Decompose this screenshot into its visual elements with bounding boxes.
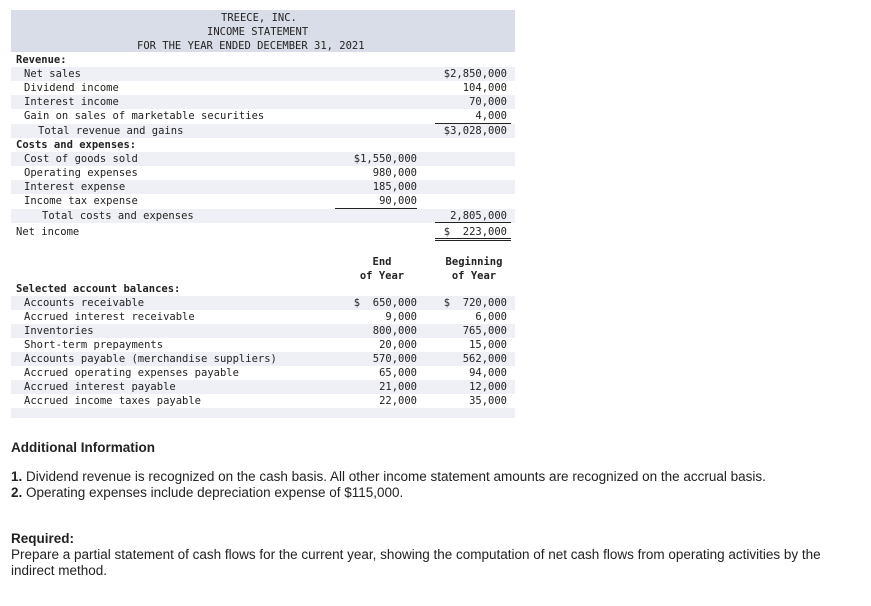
balance-begin: 94,000: [469, 367, 507, 379]
note-2-text: Operating expenses include depreciation expense of $115,000.: [22, 485, 404, 500]
costs-heading-row: [11, 138, 515, 152]
gain-on-sales-label: Gain on sales of marketable securities: [24, 110, 265, 122]
operating-expenses-row: [11, 166, 515, 180]
balance-begin: 765,000: [462, 325, 507, 337]
balance-label: Accounts payable (merchandise suppliers): [24, 353, 277, 365]
statement-header: [11, 10, 515, 52]
balance-label: Inventories: [24, 325, 94, 337]
income-tax-amount: 90,000: [379, 195, 417, 207]
total-revenue-row: [11, 124, 515, 138]
table-bottom-band: [11, 408, 515, 418]
net-income-double-underline-1: [435, 238, 511, 239]
total-costs-amount: 2,805,000: [450, 210, 507, 222]
balance-begin: 15,000: [469, 339, 507, 351]
total-costs-underline: [435, 222, 511, 223]
required-text: Prepare a partial statement of cash flows for the current year, showing the computation of net cash flows from operating activities by the indirect method.: [11, 547, 821, 578]
cogs-label: Cost of goods sold: [24, 153, 138, 165]
revenue-heading-row: [11, 53, 515, 67]
balance-row: [11, 380, 515, 394]
balance-begin: 12,000: [469, 381, 507, 393]
total-costs-label: Total costs and expenses: [42, 210, 194, 222]
interest-income-row: [11, 95, 515, 109]
net-sales-amount: $2,850,000: [443, 68, 507, 80]
required-heading: Required:: [11, 531, 75, 546]
net-income-label: Net income: [16, 226, 80, 238]
balance-row: [11, 324, 515, 338]
interest-income-amount: 70,000: [469, 96, 507, 108]
column-beginning-of-year: [436, 255, 512, 283]
costs-heading: Costs and expenses:: [16, 139, 137, 151]
note-1-number: 1.: [11, 469, 23, 484]
total-revenue-amount: $3,028,000: [443, 125, 507, 137]
dividend-income-row: [11, 81, 515, 95]
balance-end: 21,000: [379, 381, 417, 393]
note-1-text: Dividend revenue is recognized on the cash basis. All other income statement amounts are recognized on the accrual basis.: [22, 469, 766, 484]
additional-heading: Additional Information: [11, 440, 155, 455]
revenue-heading: Revenue:: [16, 54, 67, 66]
cogs-row: [11, 152, 515, 166]
note-1: [11, 469, 861, 485]
company-name: TREECE, INC.: [221, 12, 297, 24]
cogs-amount: $1,550,000: [353, 153, 417, 165]
balance-begin: $ 720,000: [443, 297, 507, 309]
balance-row: [11, 338, 515, 352]
balance-label: Accrued income taxes payable: [24, 395, 202, 407]
balance-label: Short-term prepayments: [24, 339, 164, 351]
balance-end: 20,000: [379, 339, 417, 351]
balance-label: Accrued interest payable: [24, 381, 176, 393]
net-income-amount: $ 223,000: [443, 226, 507, 238]
balance-label: Accrued operating expenses payable: [24, 367, 239, 379]
balances-heading-row: [11, 282, 515, 296]
balance-row: [11, 394, 515, 408]
gain-on-sales-amount: 4,000: [475, 110, 507, 122]
net-sales-row: [11, 67, 515, 81]
note-2: [11, 485, 861, 501]
net-income-double-underline-2: [435, 240, 511, 241]
note-2-number: 2.: [11, 485, 23, 500]
column-end-of-year: [346, 255, 418, 283]
interest-expense-amount: 185,000: [372, 181, 417, 193]
balance-end: 800,000: [372, 325, 417, 337]
balance-end: 22,000: [379, 395, 417, 407]
net-income-row: [11, 225, 515, 239]
total-revenue-label: Total revenue and gains: [38, 125, 184, 137]
income-tax-label: Income tax expense: [24, 195, 138, 207]
income-statement: [11, 10, 515, 420]
balance-begin: 562,000: [462, 353, 507, 365]
total-costs-row: [11, 209, 515, 223]
balance-label: Accrued interest receivable: [24, 311, 195, 323]
statement-period: FOR THE YEAR ENDED DECEMBER 31, 2021: [137, 40, 365, 52]
balance-label: Accounts receivable: [24, 297, 145, 309]
interest-expense-label: Interest expense: [24, 181, 126, 193]
additional-information: [11, 440, 861, 579]
column-end-line2: of Year: [359, 270, 405, 282]
balance-end: 65,000: [379, 367, 417, 379]
balance-begin: 6,000: [475, 311, 507, 323]
statement-title: INCOME STATEMENT: [207, 26, 309, 38]
net-sales-label: Net sales: [24, 68, 81, 80]
balance-begin: 35,000: [469, 395, 507, 407]
dividend-income-label: Dividend income: [24, 82, 119, 94]
column-end-line1: End: [372, 256, 392, 268]
balance-end: 9,000: [385, 311, 417, 323]
operating-expenses-amount: 980,000: [372, 167, 417, 179]
operating-expenses-label: Operating expenses: [24, 167, 138, 179]
balance-row: [11, 366, 515, 380]
column-begin-line2: of Year: [451, 270, 497, 282]
balance-end: 570,000: [372, 353, 417, 365]
interest-expense-row: [11, 180, 515, 194]
balance-end: $ 650,000: [353, 297, 417, 309]
income-tax-row: [11, 194, 515, 208]
column-begin-line1: Beginning: [445, 256, 503, 268]
balances-heading: Selected account balances:: [16, 283, 181, 295]
balance-row: [11, 310, 515, 324]
gain-on-sales-row: [11, 109, 515, 123]
balance-row: [11, 352, 515, 366]
balance-row: [11, 296, 515, 310]
interest-income-label: Interest income: [24, 96, 119, 108]
dividend-income-amount: 104,000: [462, 82, 507, 94]
